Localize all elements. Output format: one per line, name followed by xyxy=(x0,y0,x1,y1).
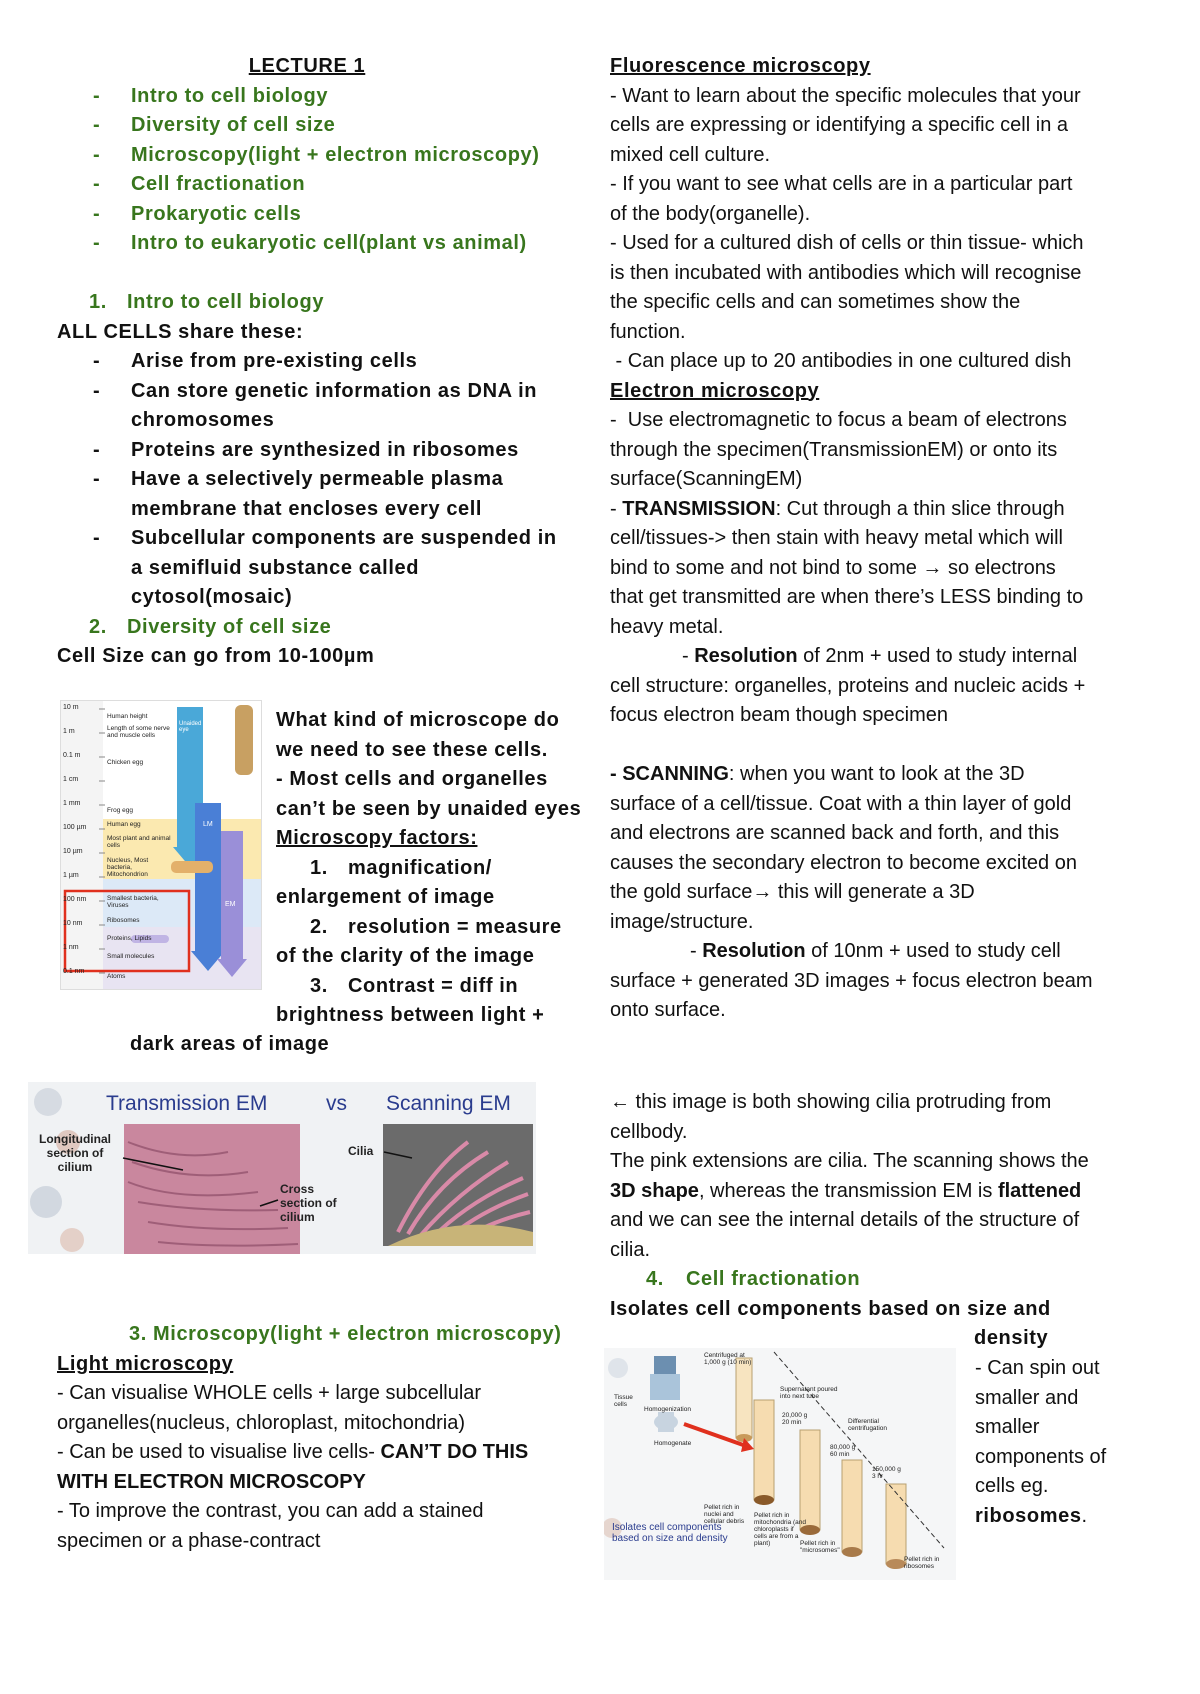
body-line: causes the secondary electron to become excited on xyxy=(610,851,1077,874)
body-line: - Use electromagnetic to focus a beam of electrons xyxy=(610,409,1067,431)
body-line: cilia. xyxy=(610,1238,651,1261)
scale-item: Most plant and animal cells xyxy=(107,835,171,849)
body-line: specimen or a phase-contract xyxy=(57,1529,321,1552)
cell-size-text: Cell Size can go from 10-100µm xyxy=(57,645,375,667)
factor-item: 1. magnification/ xyxy=(310,856,492,879)
body-line: bind to some and not bind to some → so electrons xyxy=(610,556,1056,579)
toc-item: - Prokaryotic cells xyxy=(93,202,302,225)
spin-out-text xyxy=(975,1354,1175,1531)
fraction-label: Tissue cells xyxy=(614,1394,633,1408)
isolates-line: Isolates cell components based on size and xyxy=(610,1297,1051,1320)
fraction-label: 80,000 g 60 min xyxy=(830,1444,856,1458)
all-cells-heading: ALL CELLS share these: xyxy=(57,320,304,343)
scanning-line: - SCANNING: when you want to look at the 3D xyxy=(610,763,1025,785)
scale-label: 10 µm xyxy=(63,848,83,855)
question-line: - Most cells and organelles xyxy=(276,768,548,790)
sem-title: Scanning EM xyxy=(386,1092,511,1115)
right-column xyxy=(610,52,1170,1026)
body-line: is then incubated with antibodies which will recognise xyxy=(610,261,1082,284)
toc-item: - Microscopy(light + electron microscopy) xyxy=(93,143,540,166)
scale-item: Atoms xyxy=(107,973,126,980)
factor-item-cont: dark areas of image xyxy=(130,1033,330,1055)
body-line: cells are expressing or identifying a specific cell in a xyxy=(610,114,1068,136)
list-item-cont: chromosomes xyxy=(131,409,275,431)
body-line: mixed cell culture. xyxy=(610,143,771,166)
transmission-line: - TRANSMISSION: Cut through a thin slice through xyxy=(610,497,1065,520)
scale-item: Frog egg xyxy=(107,807,134,814)
fraction-label: Pellet rich in ribosomes xyxy=(904,1556,940,1570)
body-line: cells eg. xyxy=(975,1475,1049,1497)
sem-resolution-line: - Resolution of 10nm + used to study cell xyxy=(690,940,1061,962)
scale-label: 1 cm xyxy=(63,776,79,783)
scale-bar-label: LM xyxy=(203,821,213,828)
factor-item-cont: brightness between light + xyxy=(276,1004,545,1026)
body-line: - To improve the contrast, you can add a stained xyxy=(57,1500,484,1522)
shared-features-list xyxy=(57,347,597,613)
section-2-heading: 2. Diversity of cell size xyxy=(89,615,332,638)
left-column xyxy=(57,52,597,672)
tem-vs-sem-figure xyxy=(28,1082,536,1254)
toc-item: - Cell fractionation xyxy=(93,173,306,195)
fraction-label: Pellet rich in nuclei and cellular debris xyxy=(704,1504,745,1525)
fraction-label: Supernatant poured into next tube xyxy=(780,1386,838,1400)
factor-item: 2. resolution = measure xyxy=(310,915,562,938)
scale-item: Human egg xyxy=(107,821,141,828)
scale-label: 0.1 nm xyxy=(63,968,85,975)
body-line: heavy metal. xyxy=(610,615,724,638)
factors-heading: Microscopy factors: xyxy=(276,827,478,849)
body-line: and electrons are scanned back and forth, and this xyxy=(610,822,1060,844)
body-line: - Can place up to 20 antibodies in one cultured dish xyxy=(610,350,1072,372)
fluorescence-heading: Fluorescence microscopy xyxy=(610,55,871,77)
body-line: smaller and xyxy=(975,1386,1079,1409)
body-line: - Can spin out xyxy=(975,1357,1100,1379)
body-line: and we can see the internal details of the structure of xyxy=(610,1209,1080,1231)
question-line: we need to see these cells. xyxy=(276,738,548,761)
scale-item: Length of some nerve and muscle cells xyxy=(107,725,170,739)
body-line: through the specimen(TransmissionEM) or onto its xyxy=(610,438,1058,461)
toc-item: - Intro to eukaryotic cell(plant vs animal) xyxy=(93,232,527,254)
isolates-line: density xyxy=(974,1327,1049,1349)
body-line: of the body(organelle). xyxy=(610,202,811,225)
list-item-cont: a semifluid substance called xyxy=(131,556,420,579)
scale-item: Small molecules xyxy=(107,953,155,960)
body-line: - Want to learn about the specific molecules that your xyxy=(610,84,1081,107)
scale-label: 1 nm xyxy=(63,944,79,951)
scale-item: Nucleus, Most bacteria, Mitochondrion xyxy=(107,857,149,878)
body-line: cellbody. xyxy=(610,1120,688,1143)
fraction-label: Pellet rich in mitochondria (and chloroplasts if cells are from a plant) xyxy=(754,1512,807,1547)
question-line: can’t be seen by unaided eyes xyxy=(276,797,582,820)
scale-item: Human height xyxy=(107,713,148,720)
light-microscopy-heading: Light microscopy xyxy=(57,1352,234,1375)
body-line: the gold surface→ this will generate a 3D xyxy=(610,881,975,903)
list-item: - Can store genetic information as DNA in xyxy=(93,379,538,402)
fraction-label: 20,000 g 20 min xyxy=(782,1412,808,1426)
em-bar xyxy=(221,831,243,961)
vs-label: vs xyxy=(326,1092,347,1115)
body-line: image/structure. xyxy=(610,910,754,933)
cilia-label: Cilia xyxy=(348,1144,374,1158)
list-item: - Proteins are synthesized in ribosomes xyxy=(93,438,519,461)
list-item-cont: cytosol(mosaic) xyxy=(131,586,293,608)
section-3-heading: 3. Microscopy(light + electron microscopy) xyxy=(129,1323,562,1345)
list-item: - Subcellular components are suspended in xyxy=(93,527,557,549)
body-line: The pink extensions are cilia. The scanning shows the xyxy=(610,1150,1089,1172)
list-item: - Arise from pre-existing cells xyxy=(93,350,418,372)
body-line: the specific cells and can sometimes show the xyxy=(610,291,1021,313)
body-line: onto surface. xyxy=(610,999,726,1021)
factor-item: 3. Contrast = diff in xyxy=(310,974,519,997)
toc-item: - Intro to cell biology xyxy=(93,84,329,107)
cilia-explanation xyxy=(610,1088,1170,1354)
body-line: function. xyxy=(610,320,686,343)
body-line: that get transmitted are when there’s LESS binding to xyxy=(610,586,1084,608)
question-line: What kind of microscope do xyxy=(276,709,560,731)
cell-size-scale-figure xyxy=(60,700,262,990)
body-line: components of xyxy=(975,1445,1107,1468)
body-line: surface + generated 3D images + focus electron beam xyxy=(610,969,1093,992)
body-line: surface(ScanningEM) xyxy=(610,468,803,490)
longitudinal-label: Longitudinal section of cilium xyxy=(39,1132,111,1174)
scale-item: Proteins, Lipids xyxy=(107,935,152,942)
body-line: cell/tissues-> then stain with heavy metal which will xyxy=(610,527,1063,549)
scale-item: Chicken egg xyxy=(107,759,144,766)
body-line: ribosomes. xyxy=(975,1504,1088,1527)
fraction-label: 150,000 g 3 hr xyxy=(872,1466,901,1480)
scale-label: 1 m xyxy=(63,728,75,735)
electron-microscopy-heading: Electron microscopy xyxy=(610,379,820,402)
body-line: - Can be used to visualise live cells- CAN’T DO THIS xyxy=(57,1441,529,1463)
scale-item: Smallest bacteria, Viruses xyxy=(107,895,159,909)
body-line: organelles(nucleus, chloroplast, mitochondria) xyxy=(57,1411,465,1434)
body-line: 3D shape, whereas the transmission EM is flattened xyxy=(610,1179,1082,1202)
fraction-label: Homogenization xyxy=(644,1406,691,1413)
body-line: - Used for a cultured dish of cells or thin tissue- which xyxy=(610,232,1084,254)
toc-list xyxy=(57,82,597,259)
scale-label: 100 nm xyxy=(63,896,87,903)
body-line: - If you want to see what cells are in a particular part xyxy=(610,173,1073,195)
fraction-label: Differential centrifugation xyxy=(848,1418,888,1432)
body-line: smaller xyxy=(975,1416,1040,1438)
lecture-title: LECTURE 1 xyxy=(248,55,366,77)
body-line: WITH ELECTRON MICROSCOPY xyxy=(57,1470,366,1493)
fraction-label: Homogenate xyxy=(654,1440,692,1447)
body-line: focus electron beam though specimen xyxy=(610,704,948,726)
microscope-question-block xyxy=(276,706,606,1031)
body-line: cell structure: organelles, proteins and nucleic acids + xyxy=(610,674,1086,697)
fraction-label: Centrifuged at 1,000 g (10 min) xyxy=(704,1352,752,1366)
tem-title: Transmission EM xyxy=(106,1092,268,1115)
scale-label: 1 mm xyxy=(63,800,81,807)
scale-bar-label: Unaided eye xyxy=(179,721,202,733)
fraction-label: Pellet rich in "microsomes" xyxy=(800,1540,840,1554)
scale-label: 100 µm xyxy=(63,824,87,831)
body-line: surface of a cell/tissue. Coat with a thin layer of gold xyxy=(610,792,1072,815)
section-1-heading: 1. Intro to cell biology xyxy=(89,291,325,313)
section-4-heading: 4. Cell fractionation xyxy=(646,1268,861,1290)
scale-label: 1 µm xyxy=(63,872,79,879)
toc-item: - Diversity of cell size xyxy=(93,114,336,136)
scale-bar-label: EM xyxy=(225,901,236,908)
body-line: - Can visualise WHOLE cells + large subcellular xyxy=(57,1382,482,1404)
list-item-cont: membrane that encloses every cell xyxy=(131,497,483,520)
scale-label: 10 nm xyxy=(63,920,83,927)
scale-label: 0.1 m xyxy=(63,752,81,759)
factor-item-cont: of the clarity of the image xyxy=(276,945,535,967)
cell-fractionation-figure xyxy=(604,1348,956,1580)
factor-item-cont: enlargement of image xyxy=(276,886,495,908)
fraction-caption: Isolates cell components based on size and density xyxy=(612,1522,728,1544)
list-item: - Have a selectively permeable plasma xyxy=(93,468,504,490)
scale-label: 10 m xyxy=(63,704,79,711)
microscopy-section xyxy=(57,1320,617,1556)
scale-item: Ribosomes xyxy=(107,917,140,924)
tem-resolution-line: - Resolution of 2nm + used to study internal xyxy=(682,645,1078,667)
cross-section-label: Cross section of cilium xyxy=(280,1182,337,1224)
body-line: ← this image is both showing cilia protruding from xyxy=(610,1091,1052,1113)
